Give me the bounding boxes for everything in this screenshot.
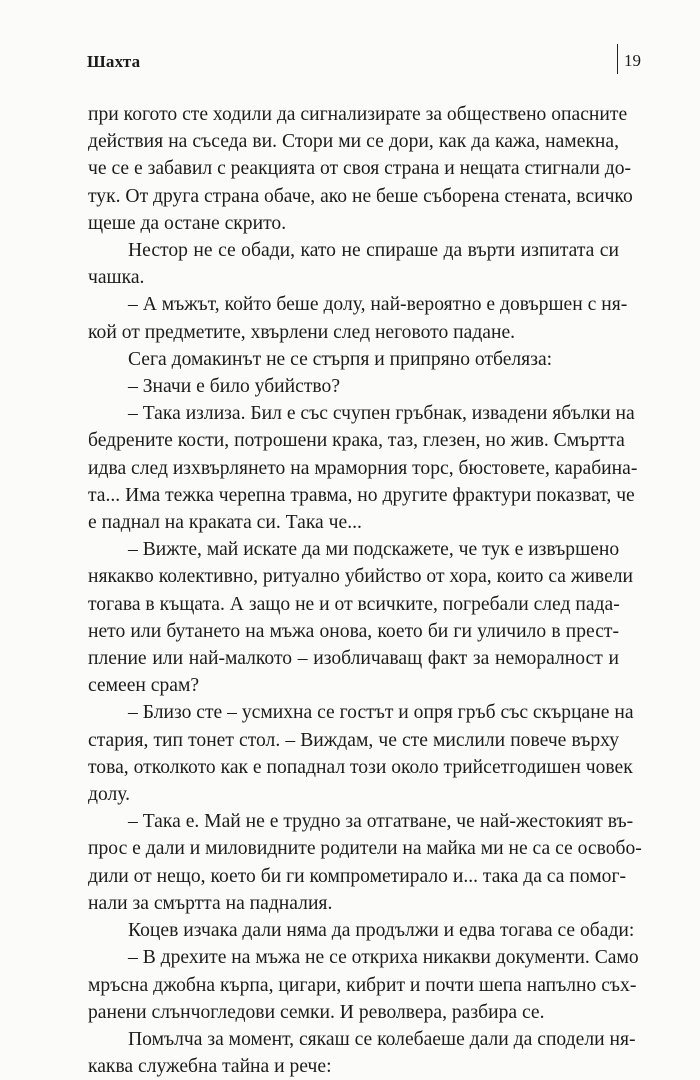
body-text bbox=[88, 101, 642, 1080]
running-head-title: Шахта bbox=[87, 52, 141, 71]
text-line: действия на съседа ви. Стори ми се дори, как да кажа, намекна, bbox=[88, 131, 619, 153]
text-line: – Вижте, май искате да ми подскажете, че тук е извършено bbox=[128, 539, 620, 561]
text-line: мръсна джобна кърпа, цигари, кибрит и почти шепа напълно съх- bbox=[88, 974, 637, 996]
text-line: – Значи е било убийство? bbox=[128, 376, 341, 398]
text-line: кой от предметите, хвърлени след неговото падане. bbox=[88, 321, 516, 343]
text-line: щеше да остане скрито. bbox=[88, 212, 287, 234]
text-line: че се е забавил с реакцията от своя страна и нещата стигнали до- bbox=[88, 158, 632, 180]
text-line: каква служебна тайна и рече: bbox=[88, 1056, 332, 1078]
text-line: семеен срам? bbox=[88, 675, 200, 697]
text-line: тук. От друга страна обаче, ако не беше съборена стената, всичко bbox=[88, 185, 633, 207]
text-line: Помълча за момент, сякаш се колебаеше дали да сподели ня- bbox=[128, 1028, 636, 1050]
text-line: някакво колективно, ритуално убийство от хора, които са живели bbox=[88, 566, 634, 588]
text-line: дили от нещо, което би ги компрометирало и... така да са помог- bbox=[88, 865, 627, 887]
text-line: нали за смъртта на падналия. bbox=[88, 892, 333, 914]
header-divider bbox=[617, 44, 618, 74]
text-line: – Така излиза. Бил е със счупен гръбнак, извадени ябълки на bbox=[128, 403, 635, 425]
text-line: е паднал на краката си. Така че... bbox=[88, 512, 362, 534]
text-line: прос е дали и миловидните родители на майка ми не са се освобо- bbox=[88, 838, 642, 860]
text-line: Сега домакинът не се стърпя и припряно отбеляза: bbox=[128, 348, 553, 370]
text-line: нето или бутането на мъжа онова, което би ги уличило в прест- bbox=[88, 620, 619, 642]
text-line: Нестор не се обади, като не спираше да върти изпитата си bbox=[128, 240, 619, 262]
text-line: тогава в къщата. А защо не и от всичките, погребали след пада- bbox=[88, 593, 620, 615]
text-line: ранени слънчогледови семки. И револвера, разбира се. bbox=[88, 1001, 545, 1023]
text-line: стария, тип тонет стол. – Виждам, че сте мислили повече върху bbox=[88, 729, 619, 751]
text-line: долу. bbox=[88, 784, 131, 806]
text-line: чашка. bbox=[88, 267, 145, 289]
text-line: – Така е. Май не е трудно за отгатване, че най-жестокият въ- bbox=[128, 811, 634, 833]
text-line: Коцев изчака дали няма да продължи и едва тогава се обади: bbox=[128, 920, 635, 942]
text-line: та... Има тежка черепна травма, но другите фрактури показват, че bbox=[88, 484, 635, 506]
text-line: идва след изхвърлянето на мраморния торс, бюстовете, карабина- bbox=[88, 457, 638, 479]
text-line: пление или най-малкото – изобличаващ факт за неморалност и bbox=[88, 648, 619, 670]
text-line: при когото сте ходили да сигнализирате за обществено опасните bbox=[88, 104, 628, 125]
text-line: – Близо сте – усмихна се гостът и опря гръб със скърцане на bbox=[128, 702, 634, 724]
text-line: това, отколкото как е попаднал този около трийсетгодишен човек bbox=[88, 756, 633, 778]
text-line: бедрените кости, потрошени крака, таз, глезен, но жив. Смъртта bbox=[88, 430, 625, 452]
text-line: – В дрехите на мъжа не се откриха никакви документи. Само bbox=[128, 947, 639, 969]
page-number: 19 bbox=[624, 51, 641, 70]
text-line: – А мъжът, който беше долу, най-вероятно е довършен с ня- bbox=[128, 294, 628, 316]
